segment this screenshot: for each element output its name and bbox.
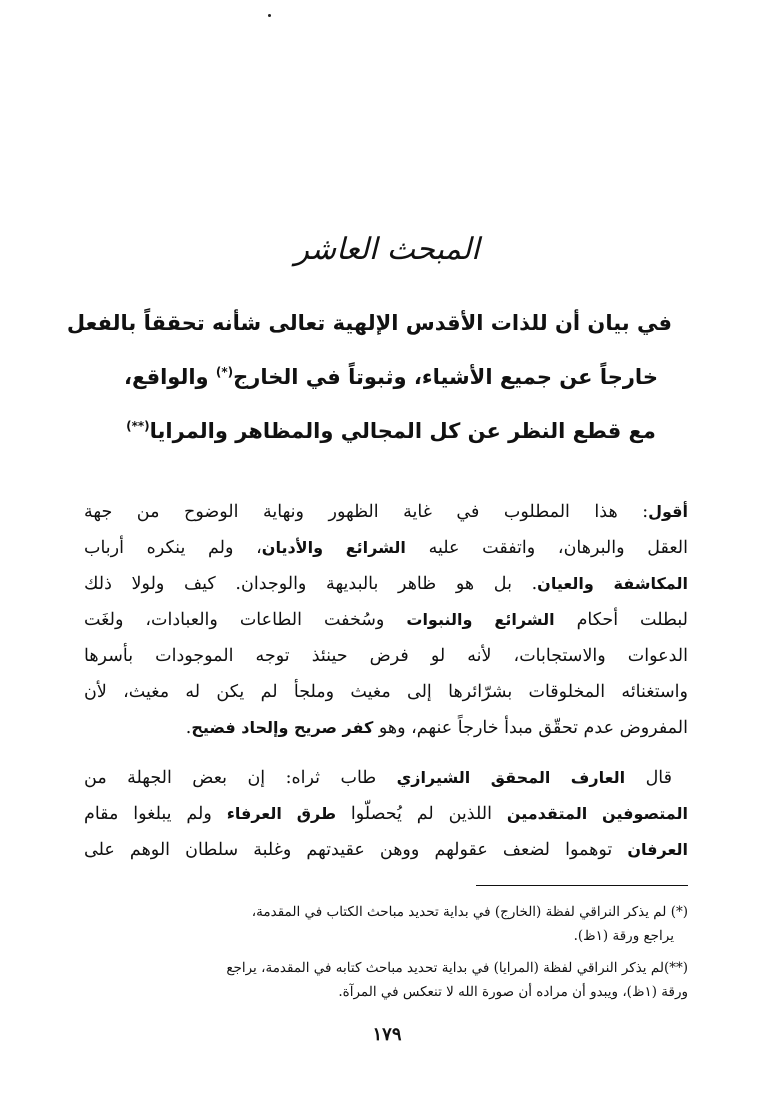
- bold-term: طرق العرفاء: [226, 804, 337, 823]
- bold-term: كفر صريح وإلحاد فضيح: [191, 718, 374, 737]
- text-span: ولم يبلغوا مقام: [84, 804, 227, 824]
- footnote-text: لم يذكر النراقي لفظة (المرايا) في بداية تحديد مباحث كتابه في المقدمة، يراجع: [226, 960, 664, 976]
- text-span: . بل هو ظاهر بالبديهة والوجدان. كيف ولولا ذلك: [84, 574, 538, 594]
- chapter-subtitle: [66, 296, 672, 458]
- text-span: اللذين لم يُحصلّوا: [336, 804, 507, 824]
- text-span: طاب ثراه: إن بعض الجهلة من: [84, 768, 397, 788]
- text-line: [84, 710, 688, 746]
- bold-term: المكاشفة والعيان: [537, 574, 688, 593]
- subtitle-text: خارجاً عن جميع الأشياء، وثبوتاً في الخارج: [233, 365, 658, 389]
- text-line: واستغنائه المخلوقات بشرّائرها إلى مغيث وملجأ لم يكن له مغيث، لأن: [84, 682, 688, 702]
- footnotes: [84, 900, 688, 1012]
- footnote-line: [84, 956, 688, 980]
- text-line: [84, 566, 688, 602]
- subtitle-line: [110, 404, 672, 458]
- text-span: قال: [625, 768, 672, 788]
- footnote-line: [84, 900, 688, 924]
- main-text: [84, 494, 688, 868]
- footnote: [84, 956, 688, 1004]
- text-span: العقل والبرهان، واتفقت عليه: [405, 538, 688, 558]
- text-span: وسُخفت الطاعات والعبادات، ولغَت: [84, 610, 407, 630]
- subtitle-text: والواقع،: [124, 365, 216, 389]
- text-span: : هذا المطلوب في غاية الظهور ونهاية الوضوح من جهة: [84, 502, 649, 522]
- text-span: .: [185, 718, 192, 738]
- footnote-mark: (*): [670, 904, 688, 920]
- footnote-mark: (**): [663, 960, 688, 976]
- footnote-text: لم يذكر النراقي لفظة (الخارج) في بداية تحديد مباحث الكتاب في المقدمة،: [251, 904, 671, 920]
- paragraph: [84, 494, 688, 746]
- bold-term: الشرائع والأديان: [261, 538, 406, 557]
- footnote-line: ورقة (١ظ)، ويبدو أن مراده أن صورة الله لا تنعكس في المرآة.: [338, 984, 688, 1000]
- text-line: [84, 760, 688, 796]
- text-line: [84, 832, 688, 868]
- text-line: [84, 602, 688, 638]
- subtitle-line: في بيان أن للذات الأقدس الإلهية تعالى شأنه تحققاً بالفعل: [66, 311, 672, 335]
- lead-word: أقول: [648, 502, 688, 521]
- text-line: [84, 494, 688, 530]
- text-line: [84, 530, 688, 566]
- subtitle-text: مع قطع النظر عن كل المجالي والمظاهر والمرايا: [149, 419, 656, 443]
- chapter-title: المبحث العاشر: [294, 232, 480, 267]
- subtitle-line: [110, 350, 672, 404]
- paragraph: [84, 760, 688, 868]
- bold-term: العرفان: [627, 840, 688, 859]
- bold-term: العارف المحقق الشيرازي: [396, 768, 626, 787]
- text-span: توهموا لضعف عقولهم ووهن عقيدتهم وغلبة سلطان الوهم على: [84, 840, 628, 860]
- footnote: [84, 900, 688, 948]
- footnote-divider: [476, 885, 688, 886]
- text-span: لبطلت أحكام: [554, 610, 688, 630]
- text-line: [84, 796, 688, 832]
- bold-term: الشرائع والنبوات: [406, 610, 555, 629]
- page-dot: [268, 14, 271, 17]
- text-span: المفروض عدم تحقّق مبدأ خارجاً عنهم، وهو: [373, 718, 688, 738]
- page-number: ١٧٩: [372, 1024, 402, 1045]
- text-line: الدعوات والاستجابات، لأنه لو فرض حينئذ توجه الموجودات بأسرها: [84, 646, 688, 666]
- footnote-ref: (*): [215, 365, 234, 379]
- text-span: ، ولم ينكره أرباب: [84, 538, 262, 558]
- bold-term: المتصوفين المتقدمين: [506, 804, 689, 823]
- footnote-line: يراجع ورقة (١ظ).: [573, 928, 674, 944]
- footnote-ref: (**): [126, 419, 150, 433]
